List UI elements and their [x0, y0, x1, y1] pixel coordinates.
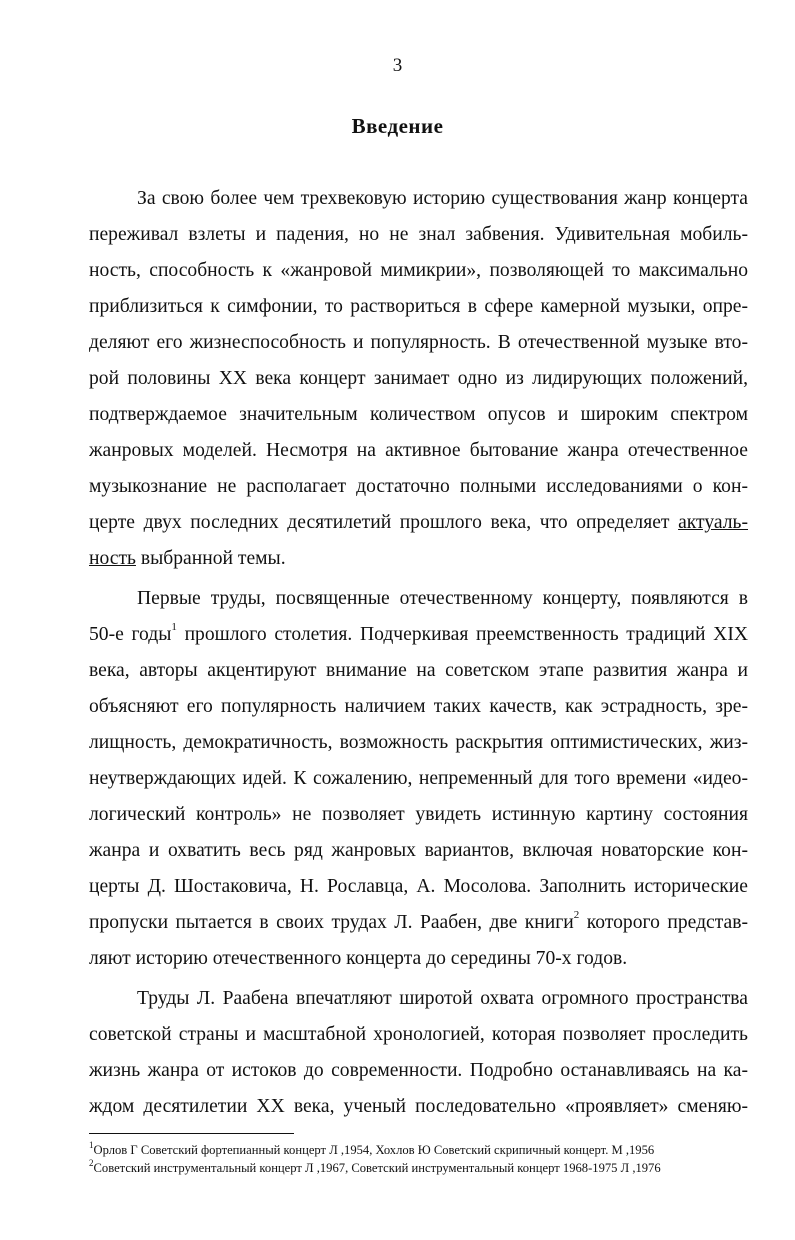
text-line: жизнь жанра от истоков до современности. Подробно останавливаясь на ка-: [89, 1060, 748, 1081]
text-line: ность выбранной темы.: [89, 548, 286, 569]
text-line: ность, способность к «жанровой мимикрии», позволяющей то максимально: [89, 260, 748, 281]
footnote-ref: 2: [573, 909, 580, 922]
text-line: церты Д. Шостаковича, Н. Рославца, А. Мосолова. Заполнить исторические: [89, 876, 748, 897]
text-line: музыкознание не располагает достаточно полными исследованиями о кон-: [89, 476, 748, 497]
text-line: 50-е годы$^1$ прошлого столетия. Подчеркивая преемственность традиций XIX: [89, 621, 748, 645]
text-line: жанра и охватить весь ряд жанровых вариантов, включая новаторские кон-: [89, 840, 748, 861]
text-line: неутверждающих идей. К сожалению, непременный для того времени «идео-: [89, 768, 748, 789]
text-line: рой половины XX века концерт занимает одно из лидирующих положений,: [89, 368, 748, 389]
underlined-term: ность: [89, 548, 136, 569]
text-line: ждом десятилетии XX века, ученый последовательно «проявляет» сменяю-: [89, 1096, 748, 1117]
text-line: пропуски пытается в своих трудах Л. Раабен, две книги$^2$ которого представ-: [89, 909, 748, 933]
underlined-term: актуаль-: [678, 512, 748, 533]
text-line: Первые труды, посвященные отечественному концерту, появляются в: [137, 588, 748, 609]
text-line: церте двух последних десятилетий прошлого века, что определяет актуаль-: [89, 512, 748, 533]
text-line: лищность, демократичность, возможность раскрытия оптимистических, жиз-: [89, 732, 748, 753]
page-title: Введение: [351, 114, 444, 138]
text-line: советской страны и масштабной хронологией, которая позволяет проследить: [89, 1024, 748, 1045]
text-line: жанровых моделей. Несмотря на активное бытование жанра отечественное: [89, 440, 748, 461]
text-line: века, авторы акцентируют внимание на советском этапе развития жанра и: [89, 660, 748, 681]
page-number: 3: [392, 55, 403, 76]
text-line: объясняют его популярность наличием таких качеств, как эстрадность, зре-: [89, 696, 748, 717]
text-line: За свою более чем трехвековую историю существования жанр концерта: [137, 188, 748, 209]
text-line: Труды Л. Раабена впечатляют широтой охвата огромного пространства: [137, 988, 748, 1009]
footnote-divider: [89, 1133, 294, 1134]
text-line: логический контроль» не позволяет увидеть истинную картину состояния: [89, 804, 748, 825]
footnote: $^1$Орлов Г Советский фортепианный концерт Л ,1954, Хохлов Ю Советский скрипичный концерт. М ,1956: [89, 1141, 655, 1157]
text-line: ляют историю отечественного концерта до середины 70-х годов.: [89, 948, 628, 969]
text-line: переживал взлеты и падения, но не знал забвения. Удивительная мобиль-: [89, 224, 748, 245]
text-line: приблизиться к симфонии, то раствориться в сфере камерной музыки, опре-: [89, 296, 748, 317]
text-line: деляют его жизнеспособность и популярность. В отечественной музыке вто-: [89, 332, 748, 353]
footnote: $^2$Советский инструментальный концерт Л ,1967, Советский инструментальный концерт 1968-1975 Л ,1976: [89, 1159, 661, 1175]
footnote-ref: 1: [171, 621, 177, 634]
text-line: подтверждаемое значительным количеством опусов и широким спектром: [89, 404, 748, 425]
